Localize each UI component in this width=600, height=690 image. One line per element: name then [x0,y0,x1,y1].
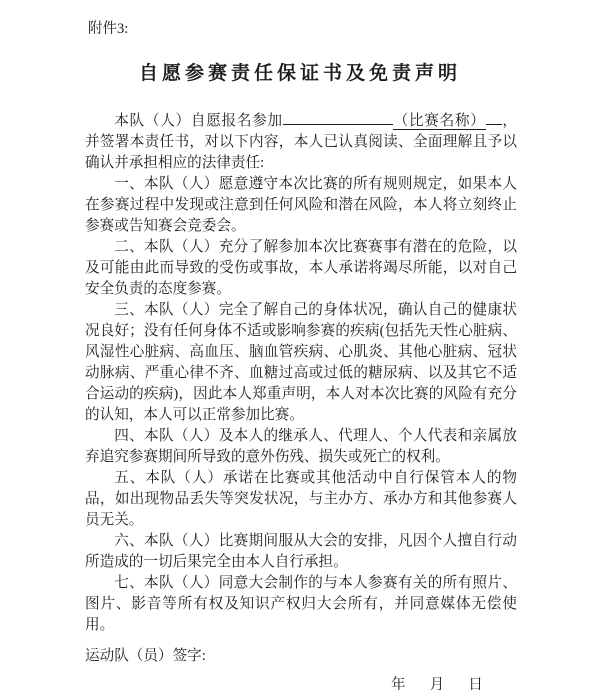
clause-paragraph: 五、本队（人）承诺在比赛或其他活动中自行保管本人的物品，如出现物品丢失等突发状况，与主办方、承办方和其他参赛人员无关。 [85,470,517,528]
trailing-blank [486,110,502,125]
date-day-label: 日 [468,677,483,690]
clause-paragraph: 三、本队（人）完全了解自己的身体状况，确认自己的健康状况良好；没有任何身体不适或影响参赛的疾病(包括先天性心脏病、风湿性心脏病、高血压、脑血管疾病、心肌炎、其他心脏病、冠状动脉病、严重心律不齐、血糖过高或过低的糖尿病、以及其它不适合运动的疾病)，因此本人郑重声明，本人对本次比赛的风险有充分的认知，本人可以正常参加比赛。 [85,302,517,423]
intro-rest: 并签署本责任书，对以下内容，本人已认真阅读、全面理解且予以确认并承担相应的法律责任: [85,134,517,171]
clause-paragraph: 一、本队（人）愿意遵守本次比赛的所有规则规定，如果本人在参赛过程中发现或注意到任何风险和潜在风险，本人将立刻终止参赛或告知赛会竞委会。 [85,176,517,234]
page-title: 自愿参赛责任保证书及免责声明 [138,63,461,84]
date-month-label: 月 [429,677,445,690]
competition-name-hint: （比赛名称） [392,113,486,129]
date-line [85,675,517,690]
intro-lead: 本队（人）自愿报名参加 [114,113,283,129]
signature-label: 运动队（员）签字: [85,648,206,664]
date-year-label: 年 [391,677,406,690]
clause-paragraph: 二、本队（人）充分了解参加本次比赛赛事有潜在的危险，以及可能由此而导致的受伤或事故，本人承诺将竭尽所能，以对自己安全负责的态度参赛。 [85,239,517,297]
document-body [85,110,517,690]
attachment-label: 附件3: [88,21,129,37]
clause-paragraph: 六、本队（人）比赛期间服从大会的安排，凡因个人擅自行动所造成的一切后果完全由本人自行承担。 [85,533,517,570]
competition-name-blank [283,110,393,125]
clause-paragraph: 七、本队（人）同意大会制作的与本人参赛有关的所有照片、图片、影音等所有权及知识产权归大会所有，并同意媒体无偿使用。 [85,575,517,633]
clauses-list [85,174,517,636]
clause-paragraph: 四、本队（人）及本人的继承人、代理人、个人代表和亲属放弃追究参赛期间所导致的意外伤残、损失或死亡的权利。 [85,428,517,465]
intro-paragraph [85,110,517,174]
intro-comma: ， [501,113,517,129]
